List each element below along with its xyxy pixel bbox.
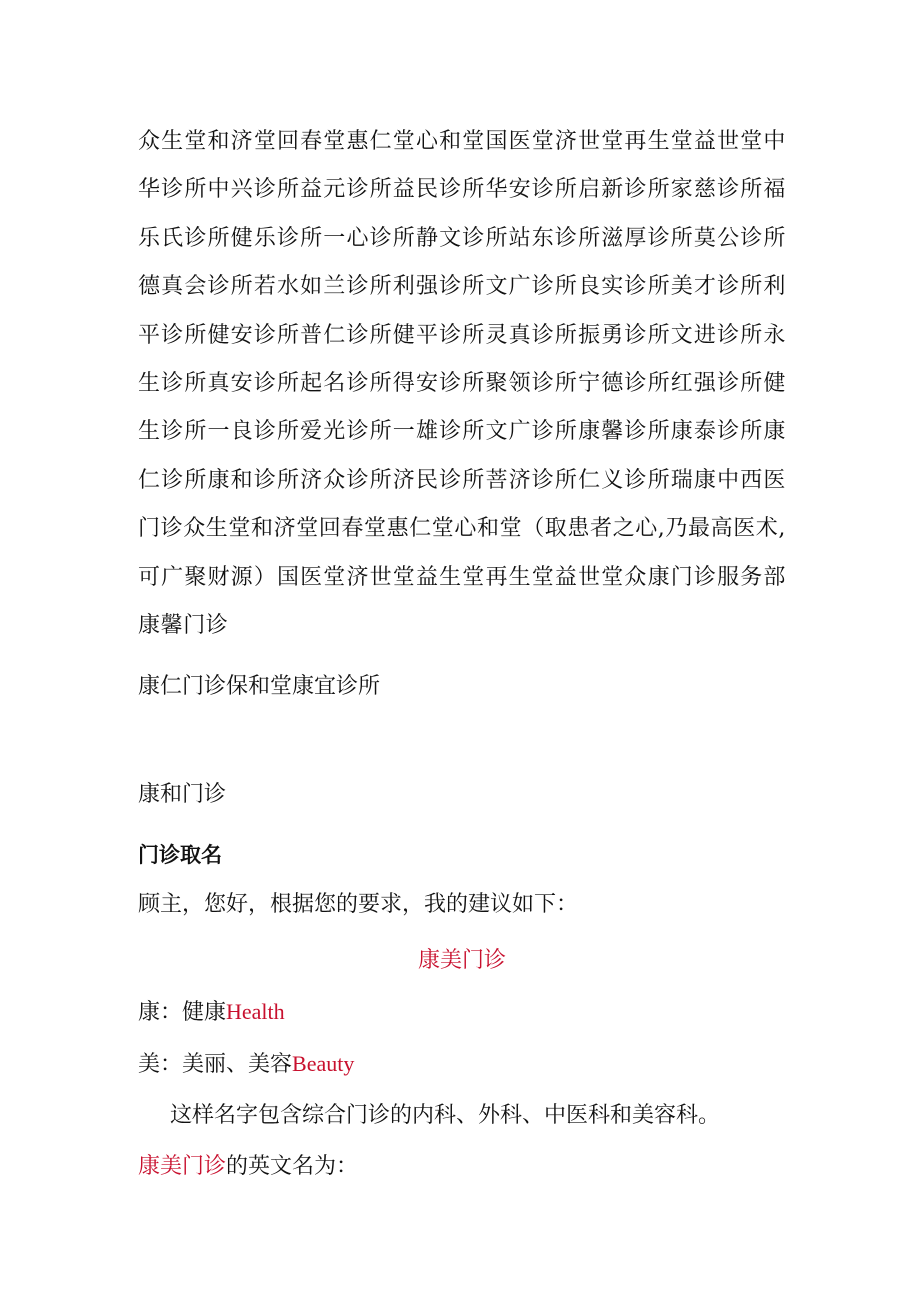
document-page (138, 118, 786, 1182)
english-name-line (138, 1152, 786, 1182)
clinic-names-paragraph: 众生堂和济堂回春堂惠仁堂心和堂国医堂济世堂再生堂益世堂中华诊所中兴诊所益元诊所益民诊所华安诊所启新诊所家慈诊所福乐氏诊所健乐诊所一心诊所静文诊所站东诊所滋厚诊所莫公诊所德真会诊所若水如兰诊所利强诊所文广诊所良实诊所美才诊所利平诊所健安诊所普仁诊所健平诊所灵真诊所振勇诊所文进诊所永生诊所真安诊所起名诊所得安诊所聚领诊所宁德诊所红强诊所健生诊所一良诊所爱光诊所一雄诊所文广诊所康馨诊所康泰诊所康仁诊所康和诊所济众诊所济民诊所菩济诊所仁义诊所瑞康中西医门诊众生堂和济堂回春堂惠仁堂心和堂（取患者之心,乃最高医术,可广聚财源）国医堂济世堂益生堂再生堂益世堂众康门诊服务部康馨门诊 (138, 129, 786, 639)
kang-english: Health (226, 999, 285, 1025)
explanation-line: 这样名字包含综合门诊的内科、外科、中医科和美容科。 (170, 1103, 721, 1129)
section-heading: 门诊取名 (138, 843, 222, 868)
kang-label: 康：健康 (138, 1000, 227, 1026)
kangren-line: 康仁门诊保和堂康宜诊所 (138, 674, 381, 700)
mei-label: 美：美丽、美容 (138, 1052, 293, 1078)
suggested-name: 康美门诊 (417, 948, 506, 974)
english-name-prefix: 康美门诊 (138, 1154, 227, 1180)
mei-english: Beauty (292, 1051, 355, 1077)
english-name-suffix: 的英文名为： (226, 1154, 359, 1180)
mei-meaning (138, 1049, 786, 1080)
greeting-line: 顾主，您好，根据您的要求，我的建议如下： (138, 892, 579, 918)
kanghe-line: 康和门诊 (138, 782, 227, 808)
kang-meaning (138, 997, 786, 1028)
